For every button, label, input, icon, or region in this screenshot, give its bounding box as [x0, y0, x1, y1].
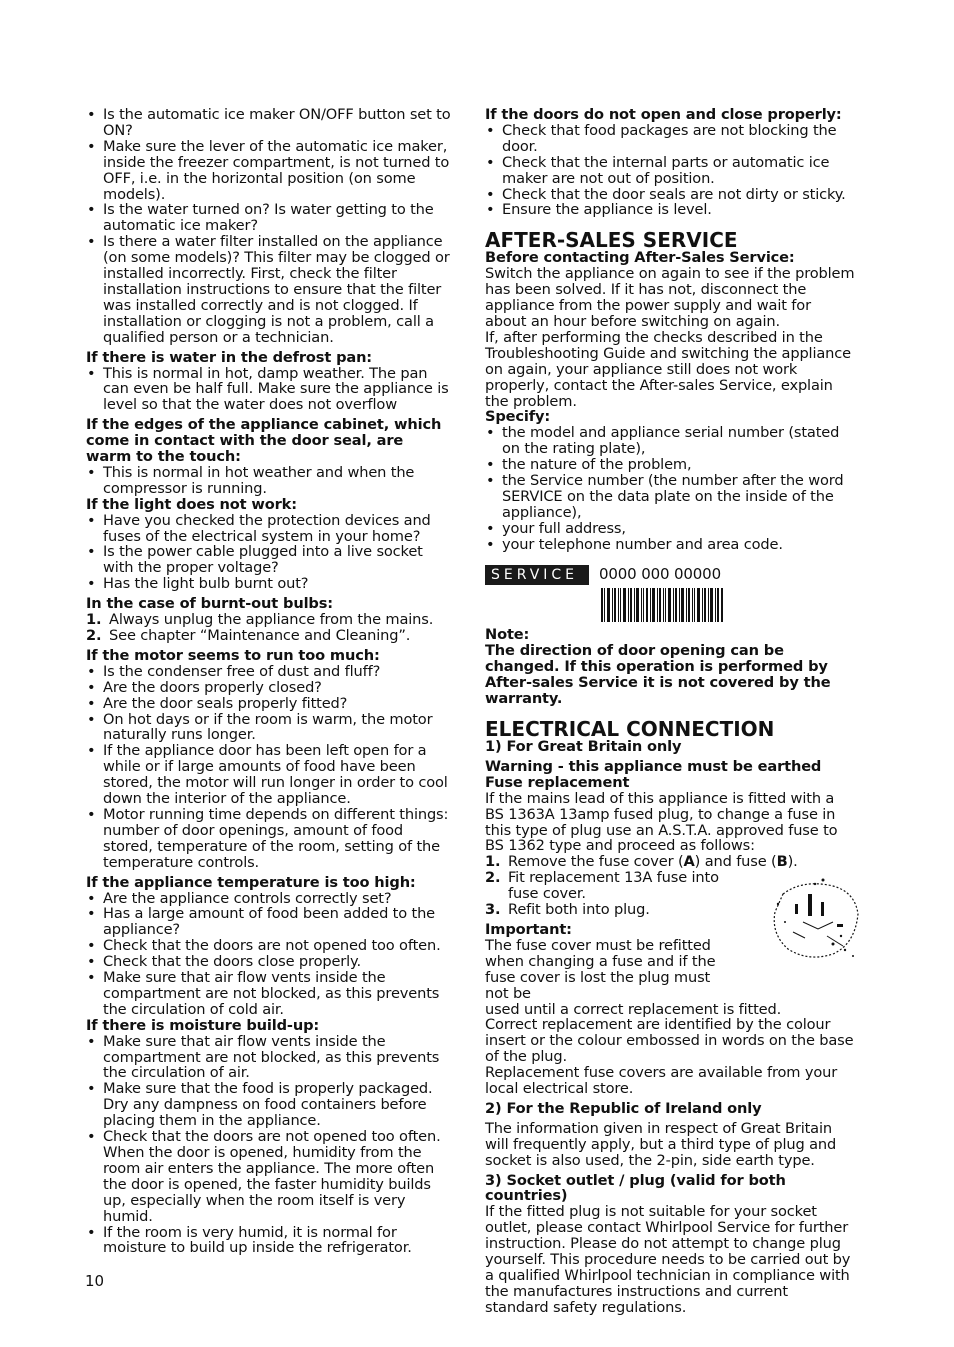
list-item: • Make sure the lever of the automatic ice maker, inside the freezer compartment, is not turned to OFF, i.e. in the horizontal position (on some models).: [86, 139, 452, 203]
socket-heading: 3) Socket outlet / plug (valid for both countries): [485, 1171, 786, 1205]
list-item: • the nature of the problem,: [485, 457, 855, 473]
list-item: • Check that the doors close properly.: [86, 954, 452, 970]
ireland-heading: 2) For the Republic of Ireland only: [485, 1099, 762, 1117]
fuse-cover-label: A: [683, 853, 695, 871]
list-item: • Is the water turned on? Is water getting to the automatic ice maker?: [86, 202, 452, 234]
colour-identification-text: Correct replacement are identified by the colour insert or the colour embossed in words on the base of the plug.: [485, 1016, 854, 1066]
cabinet-edges-heading: If the edges of the appliance cabinet, which come in contact with the door seal, are warm to the touch:: [86, 416, 442, 466]
list-item: • your full address,: [485, 521, 855, 537]
doors-heading: If the doors do not open and close properly:: [485, 106, 842, 123]
list-item: • If the room is very humid, it is normal for moisture to build up inside the refrigerator.: [86, 1225, 452, 1257]
list-item: • Motor running time depends on different things: number of door openings, amount of food stored, temperature of the room, setting of the temperature controls.: [86, 807, 452, 871]
list-item: • Has a large amount of food been added to the appliance?: [86, 906, 452, 938]
cabinet-edges-list: [86, 465, 452, 497]
fuse-label: B: [776, 853, 788, 871]
left-column: [86, 107, 452, 1256]
list-item: • Check that the doors are not opened too often.: [86, 938, 452, 954]
light-list: [86, 513, 452, 593]
important-text: The fuse cover must be refitted when changing a fuse and if the fuse cover is lost the plug must not be: [485, 936, 716, 1002]
ice-maker-checklist: [86, 107, 452, 346]
list-item: [86, 628, 452, 644]
light-heading: If the light does not work:: [86, 495, 297, 513]
list-item: • Make sure that air flow vents inside the compartment are not blocked, as this prevents the circulation of air.: [86, 1034, 452, 1082]
list-item: • Are the appliance controls correctly set?: [86, 891, 452, 907]
doors-list: [485, 123, 855, 218]
earthed-warning: Warning - this appliance must be earthed: [485, 757, 822, 775]
list-item: • Has the light bulb burnt out?: [86, 576, 452, 592]
motor-heading: If the motor seems to run too much:: [86, 646, 380, 664]
list-item: • On hot days or if the room is warm, the motor naturally runs longer.: [86, 712, 452, 744]
list-item: [485, 870, 855, 902]
fuse-instructions: [485, 854, 855, 1001]
defrost-list: [86, 366, 452, 414]
page-number: 10: [85, 1272, 105, 1290]
list-item: • the model and appliance serial number (stated on the rating plate),: [485, 425, 855, 457]
list-item: • Is the automatic ice maker ON/OFF button set to ON?: [86, 107, 452, 139]
bulbs-steps: [86, 612, 452, 644]
troubleshooting-paragraph: If, after performing the checks described in the Troubleshooting Guide and switching the appliance on again, your appliance still does not work properly, contact the After-sales Service, explain the problem.: [485, 328, 851, 410]
fuse-steps: [485, 854, 855, 918]
list-item: • If the appliance door has been left open for a while or if large amounts of food have been stored, the motor will run longer in order to cool down the interior of the appliance.: [86, 743, 452, 807]
list-item: • your telephone number and area code.: [485, 537, 855, 553]
right-column: [485, 107, 855, 1316]
step-text: ) and fuse (: [694, 853, 777, 871]
important-heading: Important:: [485, 920, 572, 938]
list-item: • This is normal in hot weather and when the compressor is running.: [86, 465, 452, 497]
note-text: The direction of door opening can be changed. If this operation is performed by After-sales Service it is not covered by the warranty.: [485, 642, 831, 708]
step-number: 1.: [485, 853, 501, 871]
list-item: • Ensure the appliance is level.: [485, 202, 855, 218]
defrost-heading: If there is water in the defrost pan:: [86, 348, 372, 366]
temperature-heading: If the appliance temperature is too high:: [86, 873, 416, 891]
motor-list: [86, 664, 452, 871]
step-number: 3.: [485, 901, 501, 919]
electrical-title: ELECTRICAL CONNECTION: [485, 717, 775, 741]
list-item: • Are the door seals properly fitted?: [86, 696, 452, 712]
moisture-heading: If there is moisture build-up:: [86, 1016, 320, 1034]
step-text: Always unplug the appliance from the mains.: [109, 611, 434, 629]
step-text: See chapter “Maintenance and Cleaning”.: [109, 627, 411, 644]
list-item: • the Service number (the number after the word SERVICE on the data plate on the inside of the appliance),: [485, 473, 855, 521]
specify-heading: Specify:: [485, 408, 551, 426]
list-item: • Check that the doors are not opened too often. When the door is opened, humidity from the room air enters the appliance. The more often the door is opened, the faster humidity builds up, especially when the room itself is very humid.: [86, 1129, 452, 1224]
step-number: 2.: [86, 627, 102, 644]
step-number: 1.: [86, 611, 102, 629]
after-sales-title: AFTER-SALES SERVICE: [485, 228, 738, 253]
list-item: • Make sure that the food is properly packaged. Dry any dampness on food containers before placing them in the appliance.: [86, 1081, 452, 1129]
note-heading: Note:: [485, 626, 530, 644]
list-item: • Check that food packages are not blocking the door.: [485, 123, 855, 155]
list-item: • Check that the door seals are not dirty or sticky.: [485, 187, 855, 203]
fuse-intro: If the mains lead of this appliance is fitted with a BS 1363A 13amp fused plug, to change a fuse in this type of plug use an A.S.T.A. approved fuse to BS 1362 type and proceed as follows:: [485, 789, 838, 855]
list-item: • Are the doors properly closed?: [86, 680, 452, 696]
bulbs-heading: In the case of burnt-out bulbs:: [86, 595, 333, 613]
before-contact-paragraph: Switch the appliance on again to see if the problem has been solved. If it has not, disconnect the appliance from the power supply and wait for about an hour before switching on again.: [485, 265, 855, 330]
specify-list: [485, 425, 855, 552]
barcode-icon: [601, 588, 723, 622]
moisture-list: [86, 1034, 452, 1257]
list-item: • Is there a water filter installed on the appliance (on some models)? This filter may be clogged or installed incorrectly. First, check the filter installation instructions to ensure that the filter was installed correctly and is not clogged. If installation or clogging is not a problem, call a qualified person or a technician.: [86, 234, 452, 345]
list-item: [485, 902, 855, 918]
step-text: Remove the fuse cover (: [508, 853, 684, 871]
step-text: Refit both into plug.: [508, 901, 650, 919]
list-item: • Check that the internal parts or automatic ice maker are not out of position.: [485, 155, 855, 187]
great-britain-heading: 1) For Great Britain only: [485, 738, 682, 755]
before-contact-heading: Before contacting After-Sales Service:: [485, 249, 795, 267]
important-text-cont: used until a correct replacement is fitted.: [485, 1000, 782, 1018]
list-item: • Have you checked the protection devices and fuses of the electrical system in your home?: [86, 513, 452, 545]
list-item: [86, 612, 452, 628]
list-item: • This is normal in hot, damp weather. The pan can even be half full. Make sure the appliance is level so that the water does not overflow: [86, 366, 452, 414]
step-text: Fit replacement 13A fuse into fuse cover.: [508, 869, 719, 903]
temperature-list: [86, 891, 452, 1018]
fuse-replacement-heading: Fuse replacement: [485, 773, 630, 791]
service-number: 0000 000 00000: [599, 564, 721, 583]
socket-text: If the fitted plug is not suitable for your socket outlet, please contact Whirlpool Service for further instruction. Please do not attempt to change plug yourself. This procedure needs to be carried out by a qualified Whirlpool technician in compliance with the manufactures instructions and current standard safety regulations.: [485, 1203, 851, 1316]
step-text: ).: [787, 853, 798, 871]
list-item: [485, 854, 855, 870]
service-plate: [485, 565, 855, 585]
ireland-text: The information given in respect of Great Britain will frequently apply, but a third type of plug and socket is also used, the 2-pin, side earth type.: [485, 1119, 837, 1169]
step-number: 2.: [485, 869, 501, 887]
list-item: • Is the condenser free of dust and fluff?: [86, 664, 452, 680]
list-item: • Is the power cable plugged into a live socket with the proper voltage?: [86, 544, 452, 576]
replacement-covers-text: Replacement fuse covers are available from your local electrical store.: [485, 1064, 838, 1098]
list-item: • Make sure that air flow vents inside the compartment are not blocked, as this prevents the circulation of cold air.: [86, 970, 452, 1018]
service-badge: SERVICE: [485, 565, 589, 585]
